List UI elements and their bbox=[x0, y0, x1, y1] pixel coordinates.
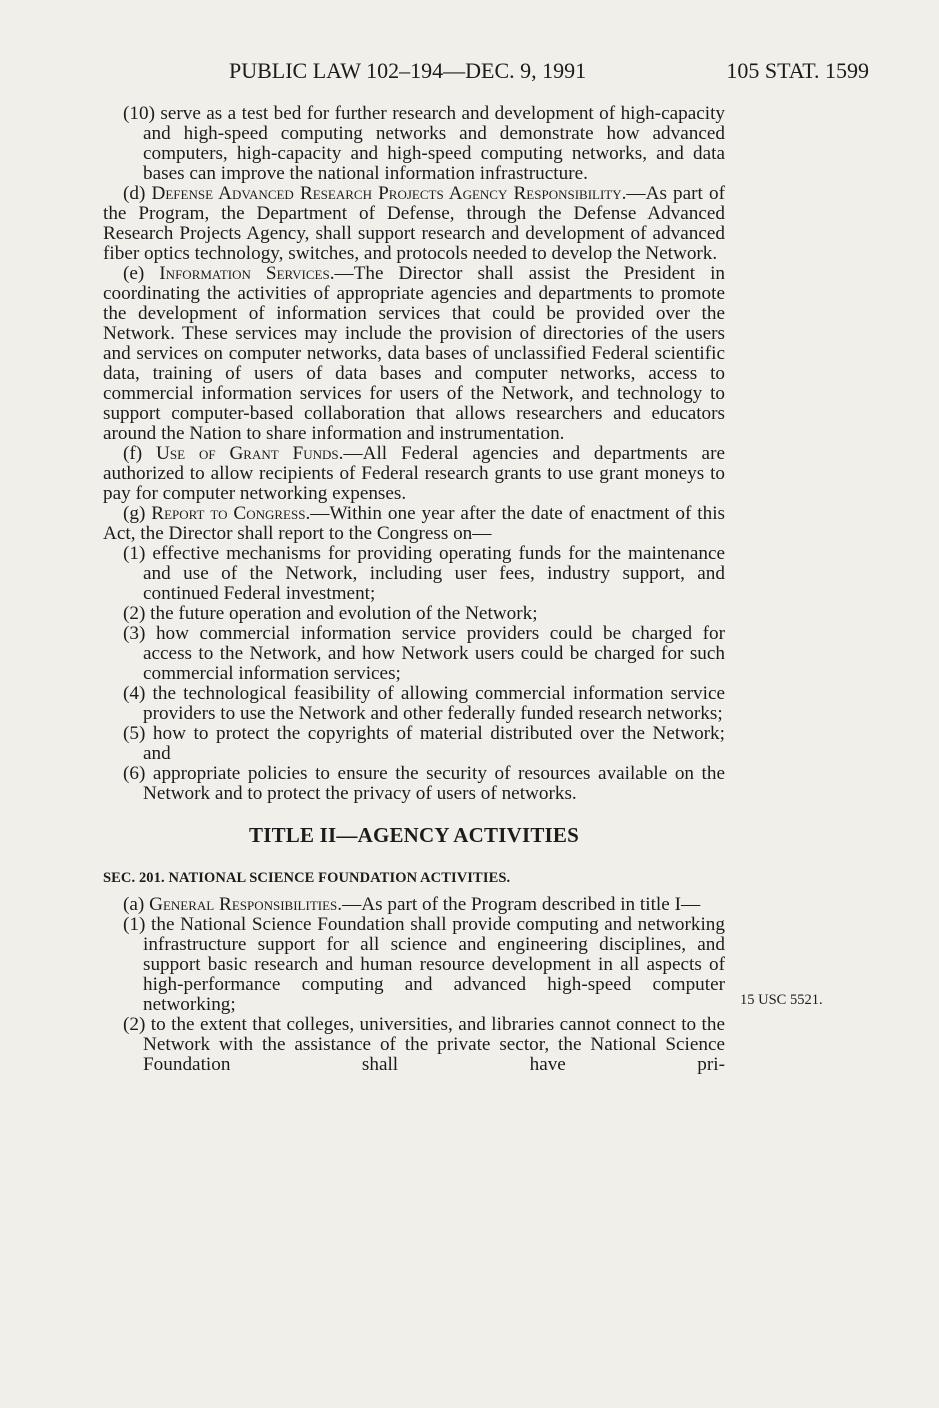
subsection-f-text: —All Federal agencies and departments are authorized to allow recipients of Federal research grants to use grant moneys to pay for computer networking expenses. bbox=[103, 443, 725, 504]
report-item-6: (6) appropriate policies to ensure the security of resources available on the Network and to protect the privacy of users of networks. bbox=[123, 763, 725, 804]
report-item-1: (1) effective mechanisms for providing operating funds for the maintenance and use of the Network, including user fees, industry support, and continued Federal investment; bbox=[123, 543, 725, 604]
subsection-f: (f) Use of Grant Funds.—All Federal agencies and departments are authorized to allow recipients of Federal research grants to use grant moneys to pay for computer networking expenses. bbox=[103, 443, 725, 504]
subsection-f-heading: Use of Grant Funds. bbox=[156, 443, 344, 464]
subsection-g: (g) Report to Congress.—Within one year after the date of enactment of this Act, the Director shall report to the Congress on— bbox=[103, 503, 725, 544]
report-item-5: (5) how to protect the copyrights of material distributed over the Network; and bbox=[123, 723, 725, 764]
subsection-g-heading: Report to Congress. bbox=[151, 503, 311, 524]
subsection-d: (d) Defense Advanced Research Projects Agency Responsibility.—As part of the Program, the Department of Defense, through the Defense Advanced Research Projects Agency, shall support research and development of advanced fiber optics technology, switches, and protocols needed to develop the Network. bbox=[103, 183, 725, 264]
subsection-e-heading: Information Services. bbox=[159, 263, 335, 284]
margin-note-usc: 15 USC 5521. bbox=[740, 992, 823, 1008]
subsection-e-text: —The Director shall assist the President in coordinating the activities of appropriate agencies and departments to promote the development of information services that could be provided over the Network. These services may include the provision of directories of the users and services on computer networks, data bases of unclassified Federal scientific data, training of users of data bases and computer networks, access to commercial information services for users of the Network, and technology to support computer-based collaboration that allows researchers and educators around the Nation to share information and instrumentation. bbox=[103, 263, 726, 444]
header-title: PUBLIC LAW 102–194—DEC. 9, 1991 bbox=[229, 58, 587, 83]
report-item-4: (4) the technological feasibility of allowing commercial information service providers to use the Network and other federally funded research networks; bbox=[123, 683, 725, 724]
subsection-d-heading: Defense Advanced Research Projects Agency Responsibility. bbox=[151, 183, 627, 204]
title-heading: TITLE II—AGENCY ACTIVITIES bbox=[248, 823, 580, 847]
page-header bbox=[0, 58, 939, 88]
section-201-heading: SEC. 201. NATIONAL SCIENCE FOUNDATION ACTIVITIES. bbox=[103, 870, 511, 886]
subsection-d-text: —As part of the Program, the Department of Defense, through the Defense Advanced Research Projects Agency, shall support research and development of advanced fiber optics technology, switches, and protocols needed to develop the Network. bbox=[103, 183, 725, 264]
subsection-g-text: —Within one year after the date of enactment of this Act, the Director shall report to the Congress on— bbox=[103, 503, 725, 544]
section-201-subsection-a: (a) General Responsibilities.—As part of the Program described in title I— bbox=[123, 894, 701, 915]
report-item-2: (2) the future operation and evolution of the Network; bbox=[123, 603, 538, 624]
paragraph-10: (10) serve as a test bed for further research and development of high-capacity and high-speed computing networks and demonstrate how advanced computers, high-capacity and high-speed computing networks, and data bases can improve the national information infrastructure. bbox=[123, 103, 725, 184]
section-201-a-text: —As part of the Program described in title I— bbox=[342, 894, 701, 915]
body-text bbox=[103, 104, 725, 1075]
nsf-item-2: (2) to the extent that colleges, universities, and libraries cannot connect to the Network with the assistance of the private sector, the National Science Foundation shall have pri- bbox=[123, 1014, 725, 1075]
header-stat-reference: 105 STAT. 1599 bbox=[726, 58, 869, 83]
section-201-a-heading: General Responsibilities. bbox=[149, 894, 343, 915]
subsection-e: (e) Information Services.—The Director shall assist the President in coordinating the activities of appropriate agencies and departments to promote the development of information services that could be provided over the Network. These services may include the provision of directories of the users and services on computer networks, data bases of unclassified Federal scientific data, training of users of data bases and computer networks, access to commercial information services for users of the Network, and technology to support computer-based collaboration that allows researchers and educators around the Nation to share information and instrumentation. bbox=[103, 263, 726, 444]
nsf-item-1: (1) the National Science Foundation shall provide computing and networking infrastructure support for all science and engineering disciplines, and support basic research and human resource development in all aspects of high-performance computing and advanced high-speed computer networking; bbox=[123, 914, 725, 1015]
report-item-3: (3) how commercial information service providers could be charged for access to the Network, and how Network users could be charged for such commercial information services; bbox=[123, 623, 725, 684]
